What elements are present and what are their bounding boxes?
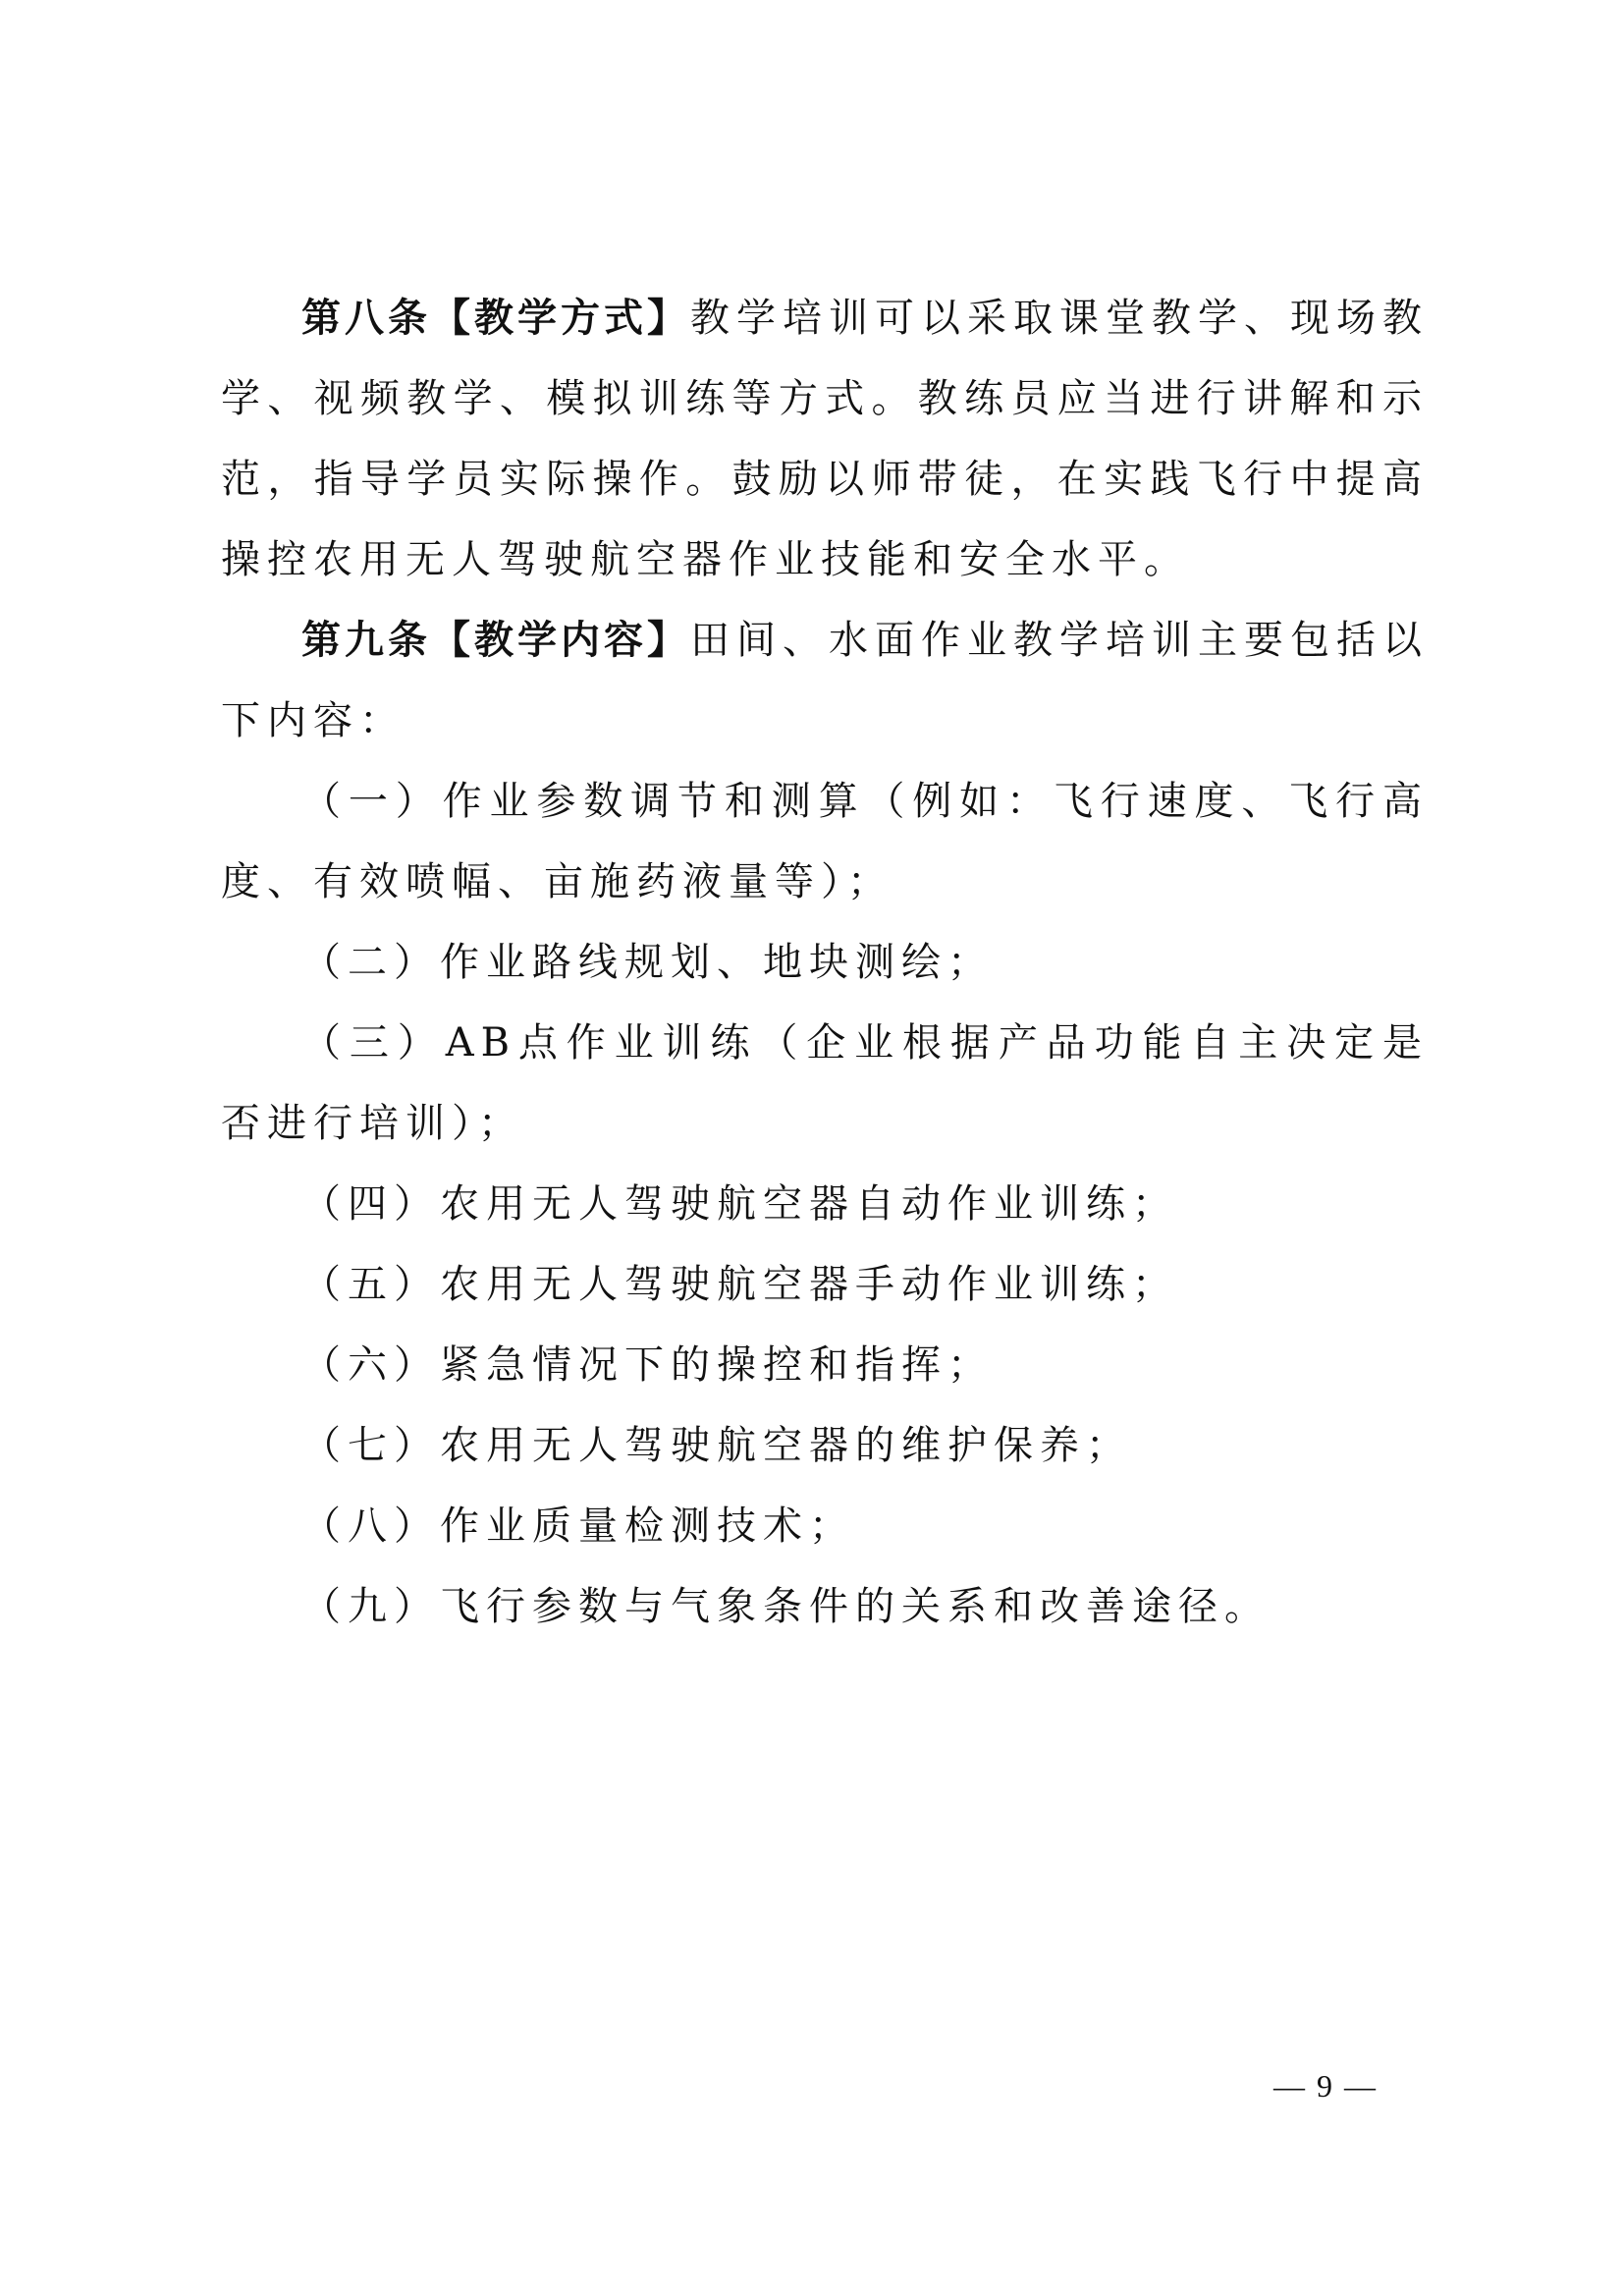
article-9-text: 田间、水面作业教学培训主要包括以下内容： [221, 618, 1429, 743]
list-item-6: （六）紧急情况下的操控和指挥； [301, 1342, 994, 1388]
list-item-5: （五）农用无人驾驶航空器手动作业训练； [301, 1262, 1178, 1307]
list-item-8: （八）作业质量检测技术； [301, 1503, 855, 1549]
list-item-1: （一）作业参数调节和测算（例如：飞行速度、飞行高度、有效喷幅、亩施药液量等）； [221, 779, 1429, 904]
document-body [221, 278, 1429, 1647]
article-8-heading: 第八条【教学方式】 [301, 295, 690, 341]
list-item-4: （四）农用无人驾驶航空器自动作业训练； [301, 1181, 1178, 1227]
article-8-paragraph [221, 278, 1429, 600]
list-item-3: （三）AB点作业训练（企业根据产品功能自主决定是否进行培训）； [221, 1020, 1429, 1146]
article-9-paragraph [221, 600, 1429, 761]
list-item-2: （二）作业路线规划、地块测绘； [301, 940, 994, 985]
page-number: — 9 — [1273, 2068, 1378, 2104]
list-item-7: （七）农用无人驾驶航空器的维护保养； [301, 1423, 1132, 1468]
article-8-text: 教学培训可以采取课堂教学、现场教学、视频教学、模拟训练等方式。教练员应当进行讲解和示范，指导学员实际操作。鼓励以师带徒，在实践飞行中提高操控农用无人驾驶航空器作业技能和安全水平。 [221, 296, 1429, 582]
article-9-heading: 第九条【教学内容】 [301, 617, 690, 663]
list-item-9: （九）飞行参数与气象条件的关系和改善途径。 [301, 1584, 1271, 1629]
